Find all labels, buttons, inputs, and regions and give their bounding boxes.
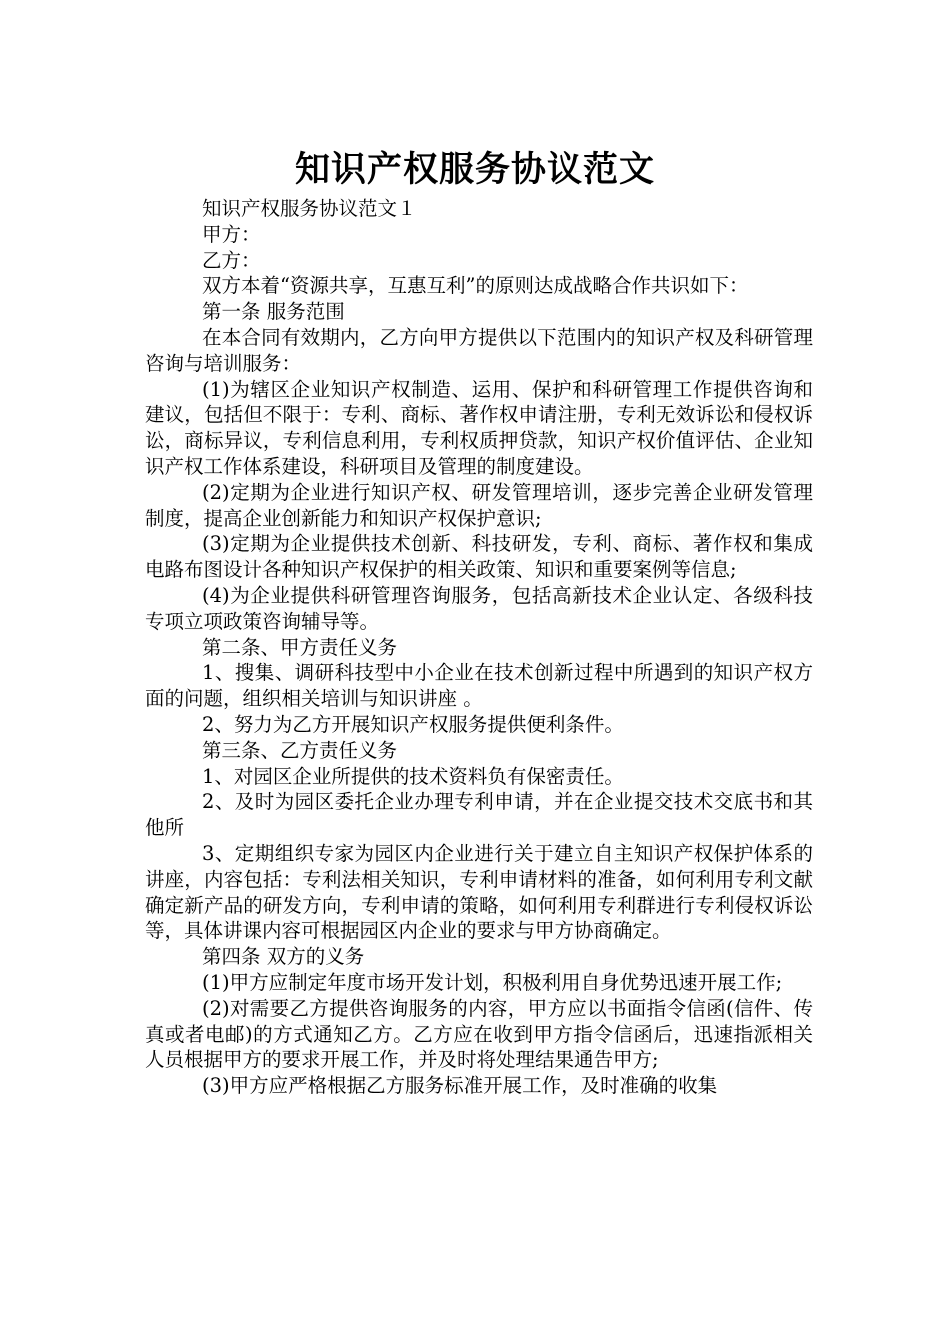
list-item: 2、及时为园区委托企业办理专利申请，并在企业提交技术交底书和其他所 — [145, 790, 813, 840]
section-heading: 第四条 双方的义务 — [202, 945, 365, 969]
list-item: (3)定期为企业提供技术创新、科技研发，专利、商标、著作权和集成电路布图设计各种知识产权保护的相关政策、知识和重要案例等信息; — [145, 532, 813, 582]
list-item: 1、搜集、调研科技型中小企业在技术创新过程中所遇到的知识产权方面的问题，组织相关培训与知识讲座 。 — [145, 661, 813, 711]
section-heading: 第一条 服务范围 — [202, 300, 345, 324]
list-item: 1、对园区企业所提供的技术资料负有保密责任。 — [202, 764, 624, 788]
section-heading: 第三条、乙方责任义务 — [202, 738, 398, 762]
paragraph: 甲方： — [202, 222, 261, 246]
list-item: 3、定期组织专家为园区内企业进行关于建立自主知识产权保护体系的讲座，内容包括：专利法相关知识，专利申请材料的准备，如何利用专利文献确定新产品的研发方向，专利申请的策略，如何利用专利群进行专利侵权诉讼等，具体讲课内容可根据园区内企业的要求与甲方协商确定。 — [145, 841, 813, 943]
list-item: (4)为企业提供科研管理咨询服务，包括高新技术企业认定、各级科技专项立项政策咨询辅导等。 — [145, 583, 813, 633]
section-heading: 第二条、甲方责任义务 — [202, 635, 398, 659]
paragraph: 在本合同有效期内，乙方向甲方提供以下范围内的知识产权及科研管理咨询与培训服务： — [145, 325, 813, 375]
document-title: 知识产权服务协议范文 — [294, 149, 655, 191]
list-item: 2、努力为乙方开展知识产权服务提供便利条件。 — [202, 712, 624, 736]
list-item: (1)为辖区企业知识产权制造、运用、保护和科研管理工作提供咨询和建议，包括但不限于：专利、商标、著作权申请注册，专利无效诉讼和侵权诉讼，商标异议，专利信息利用，专利权质押贷款，知识产权价值评估、企业知识产权工作体系建设，科研项目及管理的制度建设。 — [145, 377, 813, 478]
document-body — [145, 196, 813, 1099]
paragraph: 乙方： — [202, 248, 261, 272]
paragraph: 双方本着“资源共享，互惠互利”的原则达成战略合作共识如下： — [202, 274, 749, 298]
paragraph: 知识产权服务协议范文１ — [202, 197, 417, 220]
list-item: (3)甲方应严格根据乙方服务标准开展工作，及时准确的收集 — [202, 1074, 718, 1098]
list-item: (2)定期为企业进行知识产权、研发管理培训，逐步完善企业研发管理制度，提高企业创新能力和知识产权保护意识; — [145, 480, 813, 530]
list-item: (1)甲方应制定年度市场开发计划，积极利用自身优势迅速开展工作; — [202, 970, 783, 994]
list-item: (2)对需要乙方提供咨询服务的内容，甲方应以书面指令信函(信件、传真或者电邮)的方式通知乙方。乙方应在收到甲方指令信函后，迅速指派相关人员根据甲方的要求开展工作，并及时将处理结果通告甲方; — [145, 996, 813, 1072]
